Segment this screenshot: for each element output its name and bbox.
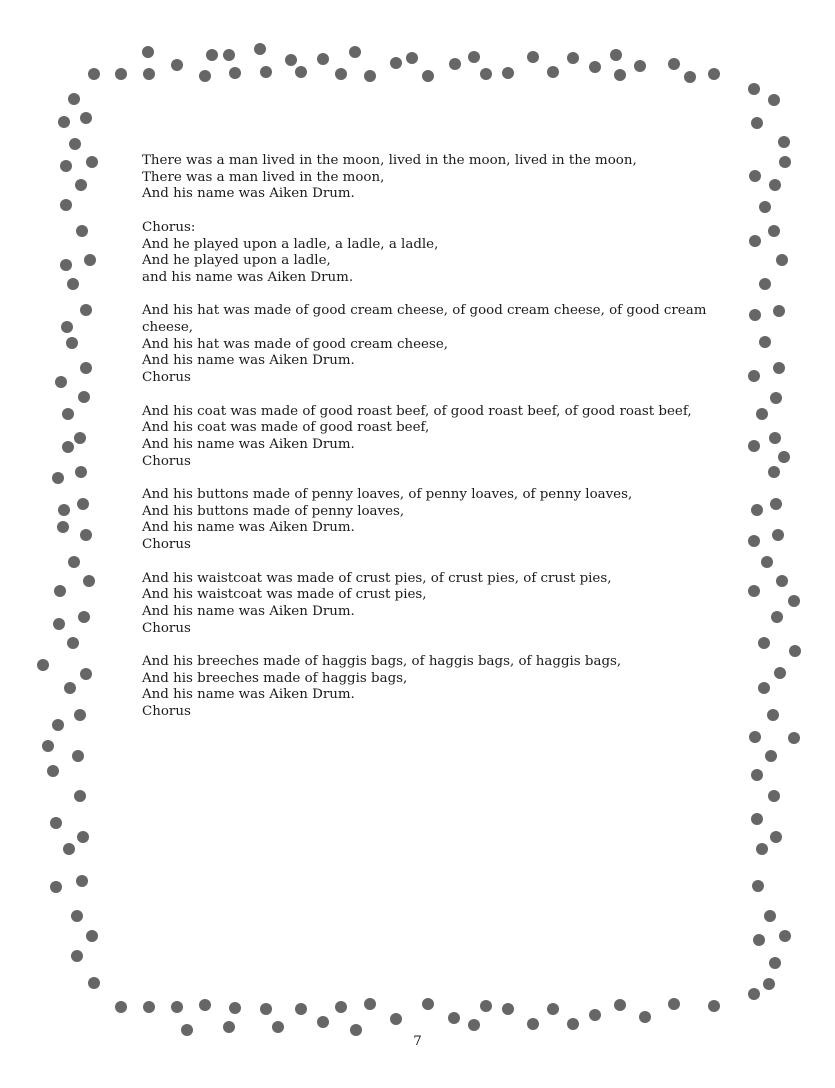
border-dot [768, 466, 780, 478]
lyric-line: There was a man lived in the moon, [142, 169, 385, 185]
stanza-1 [142, 153, 722, 203]
border-dot [788, 732, 800, 744]
border-dot [752, 880, 764, 892]
lyric-line: And his name was Aiken Drum. [142, 687, 355, 703]
border-dot [779, 930, 791, 942]
border-dot [614, 69, 626, 81]
border-dot [260, 66, 272, 78]
border-dot [71, 950, 83, 962]
border-dot [71, 910, 83, 922]
stanza-chorus [142, 220, 722, 287]
border-dot [83, 575, 95, 587]
border-dot [668, 58, 680, 70]
border-dot [285, 54, 297, 66]
border-dot [335, 68, 347, 80]
border-dot [171, 1001, 183, 1013]
border-dot [776, 254, 788, 266]
lyric-line: And his name was Aiken Drum. [142, 353, 355, 369]
border-dot [406, 52, 418, 64]
border-dot [480, 1000, 492, 1012]
border-dot [527, 1018, 539, 1030]
border-dot [47, 765, 59, 777]
lyric-line: And his name was Aiken Drum. [142, 186, 355, 202]
border-dot [88, 977, 100, 989]
border-dot [778, 136, 790, 148]
border-dot [589, 1009, 601, 1021]
lyric-line: And his hat was made of good cream cheese, of good cream cheese, of good cream cheese, [142, 303, 707, 335]
stanza-coat [142, 404, 722, 471]
border-dot [223, 1021, 235, 1033]
border-dot [763, 978, 775, 990]
border-dot [63, 843, 75, 855]
border-dot [776, 575, 788, 587]
border-dot [748, 440, 760, 452]
lyric-line: And he played upon a ladle, a ladle, a ladle, [142, 236, 439, 252]
border-dot [143, 1001, 155, 1013]
border-dot [527, 51, 539, 63]
border-dot [751, 769, 763, 781]
border-dot [788, 595, 800, 607]
border-dot [272, 1021, 284, 1033]
border-dot [773, 305, 785, 317]
border-dot [779, 156, 791, 168]
border-dot [422, 998, 434, 1010]
stanza-breeches [142, 654, 722, 721]
border-dot [335, 1001, 347, 1013]
border-dot [390, 1013, 402, 1025]
border-dot [55, 376, 67, 388]
lyric-line: And his buttons made of penny loaves, [142, 503, 405, 519]
border-dot [115, 1001, 127, 1013]
border-dot [58, 116, 70, 128]
border-dot [708, 1000, 720, 1012]
border-dot [748, 535, 760, 547]
border-dot [770, 831, 782, 843]
border-dot [74, 709, 86, 721]
border-dot [80, 529, 92, 541]
border-dot [547, 66, 559, 78]
border-dot [60, 199, 72, 211]
border-dot [53, 618, 65, 630]
lyric-line: And his breeches made of haggis bags, of haggis bags, of haggis bags, [142, 654, 622, 669]
border-dot [422, 70, 434, 82]
border-dot [364, 70, 376, 82]
border-dot [61, 321, 73, 333]
border-dot [229, 1002, 241, 1014]
border-dot [223, 49, 235, 61]
border-dot [768, 790, 780, 802]
border-dot [86, 156, 98, 168]
border-dot [614, 999, 626, 1011]
chorus-marker: Chorus [142, 537, 191, 553]
border-dot [768, 94, 780, 106]
border-dot [769, 957, 781, 969]
border-dot [60, 259, 72, 271]
border-dot [639, 1011, 651, 1023]
border-dot [758, 637, 770, 649]
border-dot [768, 225, 780, 237]
chorus-heading: Chorus: [142, 219, 196, 235]
border-dot [80, 362, 92, 374]
border-dot [748, 988, 760, 1000]
border-dot [759, 201, 771, 213]
border-dot [75, 179, 87, 191]
border-dot [769, 432, 781, 444]
border-dot [502, 1003, 514, 1015]
border-dot [749, 235, 761, 247]
border-dot [751, 813, 763, 825]
border-dot [254, 43, 266, 55]
lyric-line: And his name was Aiken Drum. [142, 520, 355, 536]
border-dot [751, 504, 763, 516]
border-dot [759, 278, 771, 290]
border-dot [349, 46, 361, 58]
border-dot [80, 668, 92, 680]
border-dot [142, 46, 154, 58]
border-dot [295, 66, 307, 78]
border-dot [317, 53, 329, 65]
border-dot [72, 750, 84, 762]
border-dot [37, 659, 49, 671]
border-dot [448, 1012, 460, 1024]
border-dot [753, 934, 765, 946]
border-dot [62, 408, 74, 420]
border-dot [708, 68, 720, 80]
border-dot [758, 682, 770, 694]
border-dot [199, 999, 211, 1011]
border-dot [390, 57, 402, 69]
border-dot [749, 170, 761, 182]
border-dot [589, 61, 601, 73]
border-dot [78, 611, 90, 623]
border-dot [76, 225, 88, 237]
border-dot [50, 817, 62, 829]
border-dot [756, 408, 768, 420]
border-dot [229, 67, 241, 79]
border-dot [64, 682, 76, 694]
lyric-line: There was a man lived in the moon, lived in the moon, lived in the moon, [142, 153, 637, 168]
border-dot [260, 1003, 272, 1015]
border-dot [76, 875, 88, 887]
border-dot [756, 843, 768, 855]
lyric-line: and his name was Aiken Drum. [142, 269, 354, 285]
border-dot [295, 1003, 307, 1015]
lyric-line: And his coat was made of good roast beef, [142, 420, 430, 436]
border-dot [567, 52, 579, 64]
border-dot [778, 451, 790, 463]
border-dot [468, 51, 480, 63]
border-dot [52, 719, 64, 731]
chorus-marker: Chorus [142, 620, 191, 636]
border-dot [57, 521, 69, 533]
border-dot [748, 370, 760, 382]
border-dot [68, 556, 80, 568]
border-dot [80, 112, 92, 124]
border-dot [86, 930, 98, 942]
border-dot [66, 337, 78, 349]
border-dot [751, 117, 763, 129]
border-dot [567, 1018, 579, 1030]
stanza-waistcoat [142, 571, 722, 638]
border-dot [770, 392, 782, 404]
border-dot [769, 179, 781, 191]
lyric-line: And his name was Aiken Drum. [142, 436, 355, 452]
lyric-line: And his name was Aiken Drum. [142, 603, 355, 619]
border-dot [610, 49, 622, 61]
border-dot [772, 529, 784, 541]
border-dot [468, 1019, 480, 1031]
lyric-line: And his waistcoat was made of crust pies, of crust pies, of crust pies, [142, 570, 612, 586]
border-dot [54, 585, 66, 597]
border-dot [68, 93, 80, 105]
lyric-line: And he played upon a ladle, [142, 253, 331, 269]
border-dot [317, 1016, 329, 1028]
border-dot [69, 138, 81, 150]
border-dot [42, 740, 54, 752]
border-dot [171, 59, 183, 71]
border-dot [115, 68, 127, 80]
border-dot [84, 254, 96, 266]
chorus-marker: Chorus [142, 453, 191, 469]
border-dot [77, 498, 89, 510]
border-dot [77, 831, 89, 843]
border-dot [199, 70, 211, 82]
chorus-marker: Chorus [142, 370, 191, 386]
border-dot [74, 432, 86, 444]
stanza-hat [142, 303, 722, 387]
border-dot [67, 637, 79, 649]
border-dot [78, 391, 90, 403]
border-dot [547, 1003, 559, 1015]
lyric-line: And his breeches made of haggis bags, [142, 670, 408, 686]
border-dot [67, 278, 79, 290]
border-dot [748, 83, 760, 95]
border-dot [668, 998, 680, 1010]
border-dot [749, 309, 761, 321]
border-dot [143, 68, 155, 80]
lyric-line: And his buttons made of penny loaves, of penny loaves, of penny loaves, [142, 487, 633, 502]
border-dot [88, 68, 100, 80]
border-dot [789, 645, 801, 657]
border-dot [765, 750, 777, 762]
border-dot [74, 790, 86, 802]
border-dot [50, 881, 62, 893]
song-lyrics [142, 153, 722, 738]
border-dot [206, 49, 218, 61]
chorus-marker: Chorus [142, 704, 191, 720]
border-dot [773, 362, 785, 374]
border-dot [770, 498, 782, 510]
border-dot [75, 466, 87, 478]
border-dot [759, 336, 771, 348]
border-dot [764, 910, 776, 922]
border-dot [62, 441, 74, 453]
border-dot [749, 731, 761, 743]
border-dot [449, 58, 461, 70]
border-dot [58, 504, 70, 516]
border-dot [480, 68, 492, 80]
border-dot [771, 611, 783, 623]
page-number: 7 [413, 1034, 422, 1049]
border-dot [52, 472, 64, 484]
lyric-line: And his coat was made of good roast beef, of good roast beef, of good roast beef, [142, 403, 692, 419]
border-dot [767, 709, 779, 721]
stanza-buttons [142, 487, 722, 554]
border-dot [684, 71, 696, 83]
border-dot [748, 585, 760, 597]
lyric-line: And his waistcoat was made of crust pies, [142, 587, 427, 603]
lyric-line: And his hat was made of good cream cheese, [142, 336, 448, 352]
border-dot [80, 304, 92, 316]
border-dot [774, 667, 786, 679]
border-dot [60, 160, 72, 172]
border-dot [634, 60, 646, 72]
border-dot [502, 67, 514, 79]
border-dot [761, 556, 773, 568]
border-dot [364, 998, 376, 1010]
